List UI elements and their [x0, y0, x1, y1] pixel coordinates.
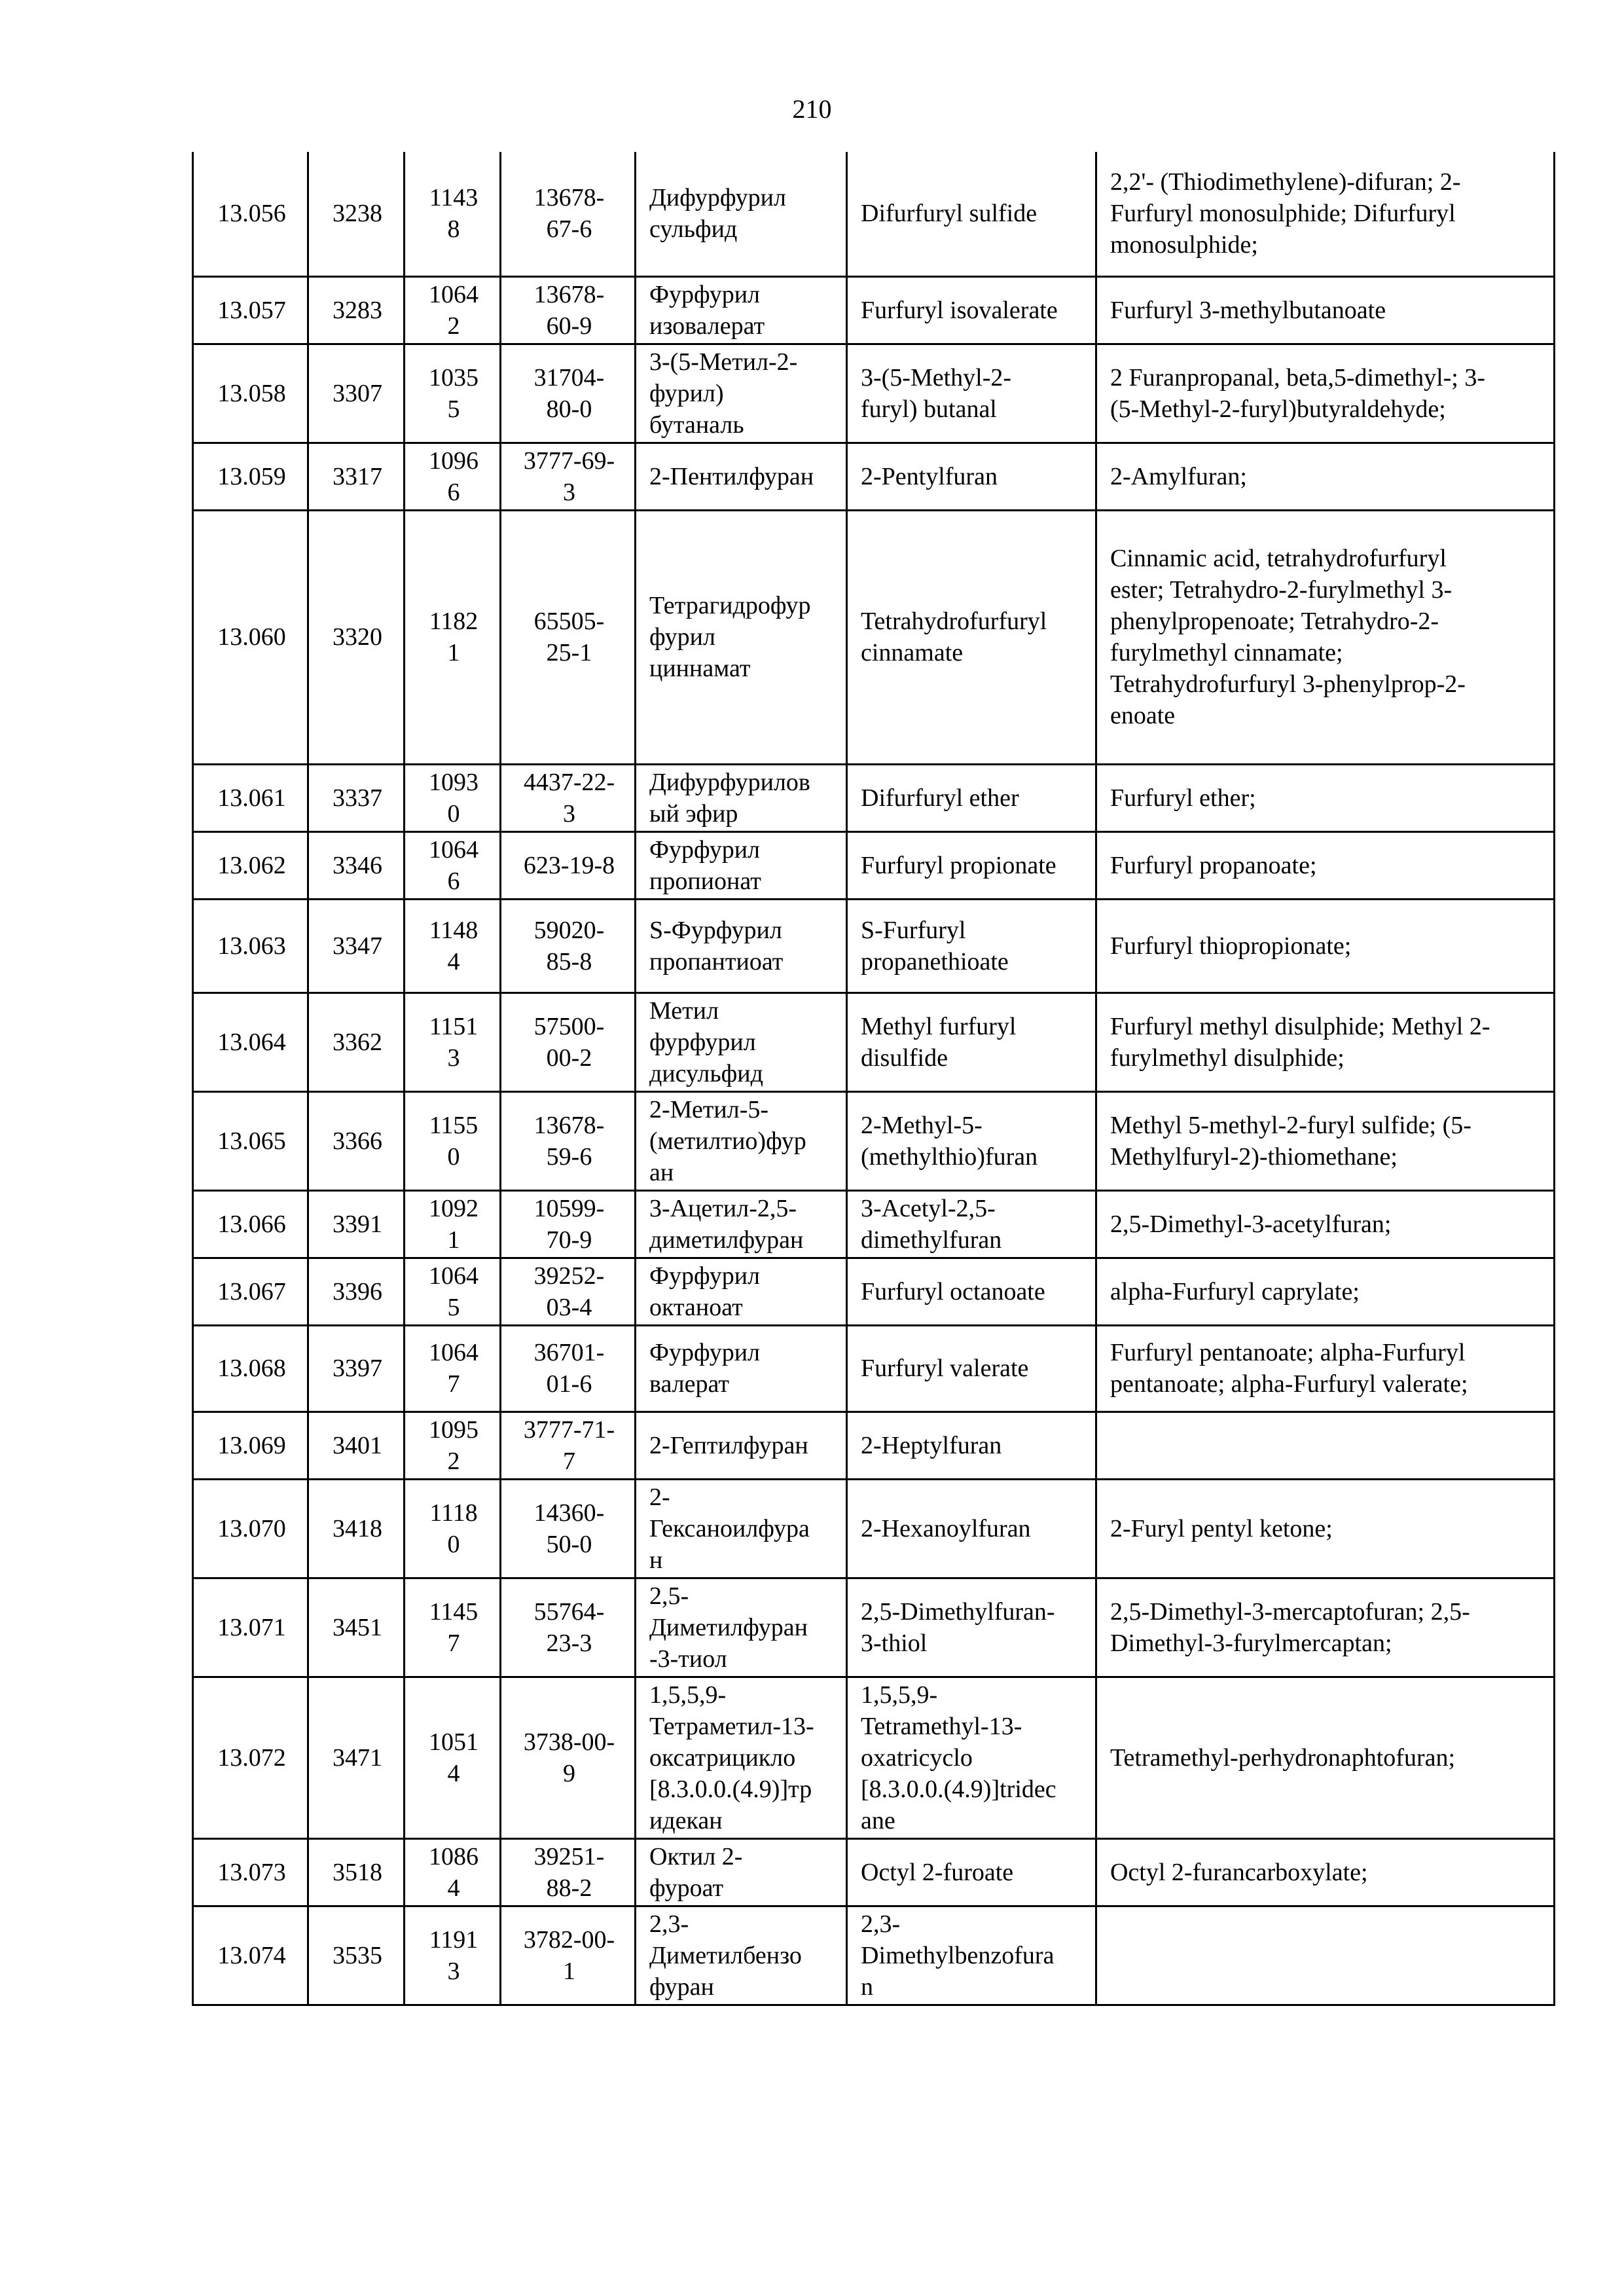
coe-number-cell: 1148 4: [405, 899, 501, 993]
english-name-cell: 2-Heptylfuran: [847, 1412, 1096, 1479]
cas-number-cell: 3777-69- 3: [501, 443, 636, 510]
english-name-cell: Furfuryl valerate: [847, 1325, 1096, 1412]
russian-name-cell: 3-(5-Метил-2- фурил) бутаналь: [636, 344, 847, 443]
cas-number-cell: 3738-00- 9: [501, 1677, 636, 1838]
jecfa-number-cell: 3366: [308, 1091, 405, 1190]
russian-name-cell: 2-Гептилфуран: [636, 1412, 847, 1479]
table-row: [193, 1258, 1555, 1325]
fl-number-cell: 13.073: [193, 1838, 308, 1906]
russian-name-cell: 2-Метил-5- (метилтио)фур ан: [636, 1091, 847, 1190]
table-row: [193, 1578, 1555, 1677]
coe-number-cell: 1118 0: [405, 1479, 501, 1578]
fl-number-cell: 13.064: [193, 993, 308, 1091]
synonyms-cell: 2,2'- (Thiodimethylene)-difuran; 2- Furfuryl monosulphide; Difurfuryl monosulphide;: [1096, 152, 1555, 276]
cas-number-cell: 14360- 50-0: [501, 1479, 636, 1578]
synonyms-cell: Tetramethyl-perhydronaphtofuran;: [1096, 1677, 1555, 1838]
table-row: [193, 1838, 1555, 1906]
synonyms-cell: Cinnamic acid, tetrahydrofurfuryl ester; Tetrahydro-2-furylmethyl 3- phenylpropenoate; Tetrahydro-2- furylmethyl cinnamate; Tetrahydrofurfuryl 3-phenylprop-2- enoate: [1096, 510, 1555, 764]
fl-number-cell: 13.056: [193, 152, 308, 276]
english-name-cell: 2-Pentylfuran: [847, 443, 1096, 510]
coe-number-cell: 1064 5: [405, 1258, 501, 1325]
synonyms-cell: Furfuryl methyl disulphide; Methyl 2- furylmethyl disulphide;: [1096, 993, 1555, 1091]
english-name-cell: 3-Acetyl-2,5- dimethylfuran: [847, 1190, 1096, 1258]
fl-number-cell: 13.069: [193, 1412, 308, 1479]
russian-name-cell: Фурфурил изовалерат: [636, 276, 847, 344]
jecfa-number-cell: 3337: [308, 764, 405, 831]
substances-table: [192, 152, 1555, 2006]
coe-number-cell: 1143 8: [405, 152, 501, 276]
russian-name-cell: 1,5,5,9- Тетраметил-13- оксатрицикло [8.3.0.0.(4.9)]тр идекан: [636, 1677, 847, 1838]
table-row: [193, 510, 1555, 764]
cas-number-cell: 36701- 01-6: [501, 1325, 636, 1412]
fl-number-cell: 13.066: [193, 1190, 308, 1258]
synonyms-cell: alpha-Furfuryl caprylate;: [1096, 1258, 1555, 1325]
fl-number-cell: 13.062: [193, 831, 308, 899]
synonyms-cell: Furfuryl 3-methylbutanoate: [1096, 276, 1555, 344]
jecfa-number-cell: 3397: [308, 1325, 405, 1412]
english-name-cell: 3-(5-Methyl-2- furyl) butanal: [847, 344, 1096, 443]
table-row: [193, 1906, 1555, 2005]
russian-name-cell: Фурфурил октаноат: [636, 1258, 847, 1325]
english-name-cell: Octyl 2-furoate: [847, 1838, 1096, 1906]
fl-number-cell: 13.063: [193, 899, 308, 993]
table-row: [193, 1479, 1555, 1578]
russian-name-cell: 2-Пентилфуран: [636, 443, 847, 510]
table-row: [193, 899, 1555, 993]
english-name-cell: Furfuryl propionate: [847, 831, 1096, 899]
fl-number-cell: 13.067: [193, 1258, 308, 1325]
russian-name-cell: 2,3- Диметилбензо фуран: [636, 1906, 847, 2005]
fl-number-cell: 13.057: [193, 276, 308, 344]
russian-name-cell: Тетрагидрофур фурил циннамат: [636, 510, 847, 764]
fl-number-cell: 13.065: [193, 1091, 308, 1190]
synonyms-cell: 2-Furyl pentyl ketone;: [1096, 1479, 1555, 1578]
jecfa-number-cell: 3320: [308, 510, 405, 764]
cas-number-cell: 55764- 23-3: [501, 1578, 636, 1677]
cas-number-cell: 13678- 60-9: [501, 276, 636, 344]
fl-number-cell: 13.070: [193, 1479, 308, 1578]
cas-number-cell: 13678- 59-6: [501, 1091, 636, 1190]
russian-name-cell: Октил 2- фуроат: [636, 1838, 847, 1906]
jecfa-number-cell: 3362: [308, 993, 405, 1091]
coe-number-cell: 1092 1: [405, 1190, 501, 1258]
coe-number-cell: 1051 4: [405, 1677, 501, 1838]
english-name-cell: Furfuryl isovalerate: [847, 276, 1096, 344]
jecfa-number-cell: 3391: [308, 1190, 405, 1258]
fl-number-cell: 13.074: [193, 1906, 308, 2005]
cas-number-cell: 3777-71- 7: [501, 1412, 636, 1479]
table-row: [193, 831, 1555, 899]
synonyms-cell: Furfuryl pentanoate; alpha-Furfuryl pentanoate; alpha-Furfuryl valerate;: [1096, 1325, 1555, 1412]
table-row: [193, 764, 1555, 831]
synonyms-cell: Methyl 5-methyl-2-furyl sulfide; (5- Methylfuryl-2)-thiomethane;: [1096, 1091, 1555, 1190]
russian-name-cell: 3-Ацетил-2,5- диметилфуран: [636, 1190, 847, 1258]
coe-number-cell: 1086 4: [405, 1838, 501, 1906]
coe-number-cell: 1064 6: [405, 831, 501, 899]
english-name-cell: Furfuryl octanoate: [847, 1258, 1096, 1325]
russian-name-cell: Дифурфурил сульфид: [636, 152, 847, 276]
coe-number-cell: 1151 3: [405, 993, 501, 1091]
jecfa-number-cell: 3418: [308, 1479, 405, 1578]
english-name-cell: 2-Hexanoylfuran: [847, 1479, 1096, 1578]
cas-number-cell: 65505- 25-1: [501, 510, 636, 764]
cas-number-cell: 13678- 67-6: [501, 152, 636, 276]
table-row: [193, 993, 1555, 1091]
synonyms-cell: [1096, 1412, 1555, 1479]
jecfa-number-cell: 3307: [308, 344, 405, 443]
coe-number-cell: 1096 6: [405, 443, 501, 510]
jecfa-number-cell: 3396: [308, 1258, 405, 1325]
english-name-cell: 2-Methyl-5- (methylthio)furan: [847, 1091, 1096, 1190]
synonyms-cell: Octyl 2-furancarboxylate;: [1096, 1838, 1555, 1906]
cas-number-cell: 39252- 03-4: [501, 1258, 636, 1325]
cas-number-cell: 59020- 85-8: [501, 899, 636, 993]
fl-number-cell: 13.071: [193, 1578, 308, 1677]
jecfa-number-cell: 3346: [308, 831, 405, 899]
russian-name-cell: Фурфурил пропионат: [636, 831, 847, 899]
synonyms-cell: 2,5-Dimethyl-3-acetylfuran;: [1096, 1190, 1555, 1258]
english-name-cell: Methyl furfuryl disulfide: [847, 993, 1096, 1091]
russian-name-cell: Дифурфурилов ый эфир: [636, 764, 847, 831]
coe-number-cell: 1145 7: [405, 1578, 501, 1677]
jecfa-number-cell: 3535: [308, 1906, 405, 2005]
fl-number-cell: 13.058: [193, 344, 308, 443]
fl-number-cell: 13.068: [193, 1325, 308, 1412]
synonyms-cell: 2 Furanpropanal, beta,5-dimethyl-; 3- (5-Methyl-2-furyl)butyraldehyde;: [1096, 344, 1555, 443]
fl-number-cell: 13.061: [193, 764, 308, 831]
cas-number-cell: 623-19-8: [501, 831, 636, 899]
coe-number-cell: 1035 5: [405, 344, 501, 443]
table-row: [193, 276, 1555, 344]
jecfa-number-cell: 3317: [308, 443, 405, 510]
table-row: [193, 1412, 1555, 1479]
english-name-cell: Tetrahydrofurfuryl cinnamate: [847, 510, 1096, 764]
coe-number-cell: 1093 0: [405, 764, 501, 831]
synonyms-cell: 2-Amylfuran;: [1096, 443, 1555, 510]
coe-number-cell: 1064 2: [405, 276, 501, 344]
synonyms-cell: Furfuryl thiopropionate;: [1096, 899, 1555, 993]
synonyms-cell: Furfuryl propanoate;: [1096, 831, 1555, 899]
russian-name-cell: Фурфурил валерат: [636, 1325, 847, 1412]
jecfa-number-cell: 3283: [308, 276, 405, 344]
english-name-cell: S-Furfuryl propanethioate: [847, 899, 1096, 993]
coe-number-cell: 1155 0: [405, 1091, 501, 1190]
table-row: [193, 1325, 1555, 1412]
fl-number-cell: 13.072: [193, 1677, 308, 1838]
cas-number-cell: 31704- 80-0: [501, 344, 636, 443]
table-row: [193, 1091, 1555, 1190]
synonyms-cell: [1096, 1906, 1555, 2005]
synonyms-cell: 2,5-Dimethyl-3-mercaptofuran; 2,5- Dimethyl-3-furylmercaptan;: [1096, 1578, 1555, 1677]
russian-name-cell: 2,5- Диметилфуран -3-тиол: [636, 1578, 847, 1677]
english-name-cell: Difurfuryl ether: [847, 764, 1096, 831]
cas-number-cell: 10599- 70-9: [501, 1190, 636, 1258]
coe-number-cell: 1064 7: [405, 1325, 501, 1412]
cas-number-cell: 3782-00- 1: [501, 1906, 636, 2005]
table-row: [193, 443, 1555, 510]
russian-name-cell: Метил фурфурил дисульфид: [636, 993, 847, 1091]
jecfa-number-cell: 3238: [308, 152, 405, 276]
synonyms-cell: Furfuryl ether;: [1096, 764, 1555, 831]
jecfa-number-cell: 3347: [308, 899, 405, 993]
russian-name-cell: 2- Гексаноилфура н: [636, 1479, 847, 1578]
table-row: [193, 344, 1555, 443]
fl-number-cell: 13.060: [193, 510, 308, 764]
jecfa-number-cell: 3518: [308, 1838, 405, 1906]
jecfa-number-cell: 3451: [308, 1578, 405, 1677]
cas-number-cell: 39251- 88-2: [501, 1838, 636, 1906]
jecfa-number-cell: 3471: [308, 1677, 405, 1838]
jecfa-number-cell: 3401: [308, 1412, 405, 1479]
cas-number-cell: 57500- 00-2: [501, 993, 636, 1091]
coe-number-cell: 1191 3: [405, 1906, 501, 2005]
english-name-cell: 1,5,5,9- Tetramethyl-13- oxatricyclo [8.3.0.0.(4.9)]tridec ane: [847, 1677, 1096, 1838]
coe-number-cell: 1182 1: [405, 510, 501, 764]
fl-number-cell: 13.059: [193, 443, 308, 510]
table-row: [193, 152, 1555, 276]
coe-number-cell: 1095 2: [405, 1412, 501, 1479]
page-number: 210: [792, 94, 832, 124]
english-name-cell: 2,5-Dimethylfuran- 3-thiol: [847, 1578, 1096, 1677]
russian-name-cell: S-Фурфурил пропантиоат: [636, 899, 847, 993]
english-name-cell: 2,3- Dimethylbenzofura n: [847, 1906, 1096, 2005]
english-name-cell: Difurfuryl sulfide: [847, 152, 1096, 276]
table-row: [193, 1677, 1555, 1838]
cas-number-cell: 4437-22- 3: [501, 764, 636, 831]
table-row: [193, 1190, 1555, 1258]
